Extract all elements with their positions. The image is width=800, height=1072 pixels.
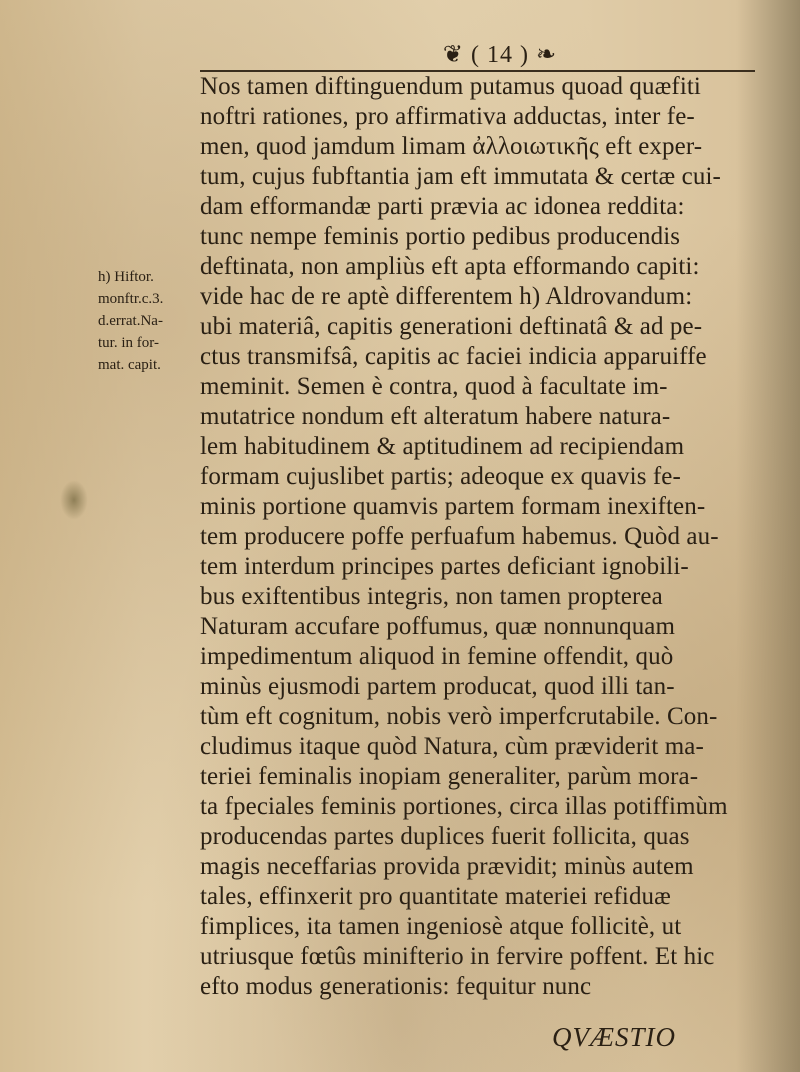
text-line: impedimentum aliquod in femine offendit, quò xyxy=(200,643,674,670)
text-line: ubi materiâ, capitis generationi deftinatâ & ad pe- xyxy=(200,313,703,340)
margin-line: tur. in for- xyxy=(98,335,159,351)
fleuron-right-icon: ❧ xyxy=(535,42,558,68)
text-line: fimplices, ita tamen ingeniosè atque follicitè, ut xyxy=(200,913,682,940)
text-line: vide hac de re aptè differentem h) Aldrovandum: xyxy=(200,283,693,310)
text-line: mutatrice nondum eft alteratum habere natura- xyxy=(200,403,671,430)
text-line: utriusque fœtûs minifterio in fervire poffent. Et hic xyxy=(200,943,715,970)
text-line: minis portione quamvis partem formam inexiften- xyxy=(200,493,706,520)
text-line: ctus transmifsâ, capitis ac faciei indicia apparuiffe xyxy=(200,343,707,370)
text-line: producendas partes duplices fuerit follicita, quas xyxy=(200,823,690,850)
text-line: bus exiftentibus integris, non tamen propterea xyxy=(200,583,663,610)
page-number: ( 14 ) xyxy=(471,42,529,68)
text-line: meminit. Semen è contra, quod à facultate im- xyxy=(200,373,668,400)
text-line: deftinata, non ampliùs eft apta efformando capiti: xyxy=(200,253,700,280)
ink-blot xyxy=(60,480,88,520)
text-line: men, quod jamdum limam ἀλλοιωτικῆς eft exper- xyxy=(200,133,703,160)
text-line: magis neceffarias provida prævidit; minùs autem xyxy=(200,853,694,880)
text-line: tùm eft cognitum, nobis verò imperfcrutabile. Con- xyxy=(200,703,718,730)
fleuron-left-icon: ❦ xyxy=(442,42,464,68)
text-line: noftri rationes, pro affirmativa adductas, inter fe- xyxy=(200,103,695,130)
text-line: teriei feminalis inopiam generaliter, parùm mora- xyxy=(200,763,699,790)
text-line: tum, cujus fubftantia jam eft immutata & certæ cui- xyxy=(200,163,721,190)
text-line: cludimus itaque quòd Natura, cùm præviderit ma- xyxy=(200,733,704,760)
text-line: Naturam accufare poffumus, quæ nonnunquam xyxy=(200,613,676,640)
margin-line: h) Hiftor. xyxy=(98,269,154,285)
margin-line: d.errat.Na- xyxy=(98,313,163,329)
text-line: efto modus generationis: fequitur nunc xyxy=(200,973,592,1000)
text-line: tem producere poffe perfuafum habemus. Quòd au- xyxy=(200,523,719,550)
text-line: Nos tamen diftinguendum putamus quoad quæfiti xyxy=(200,73,701,100)
text-line: tem interdum principes partes deficiant ignobili- xyxy=(200,553,689,580)
text-line: tunc nempe feminis portio pedibus producendis xyxy=(200,223,681,250)
text-line: formam cujuslibet partis; adeoque ex quavis fe- xyxy=(200,463,681,490)
page-header xyxy=(400,40,600,69)
margin-line: mat. capit. xyxy=(98,357,161,373)
margin-line: monftr.c.3. xyxy=(98,291,164,307)
text-line: tales, effinxerit pro quantitate materiei refiduæ xyxy=(200,883,671,910)
catchword: QVÆSTIO xyxy=(552,1022,677,1052)
text-line: lem habitudinem & aptitudinem ad recipiendam xyxy=(200,433,685,460)
text-line: minùs ejusmodi partem producat, quod illi tan- xyxy=(200,673,675,700)
text-line: ta fpeciales feminis portiones, circa illas potiffimùm xyxy=(200,793,728,820)
text-line: dam efformandæ parti prævia ac idonea reddita: xyxy=(200,193,685,220)
